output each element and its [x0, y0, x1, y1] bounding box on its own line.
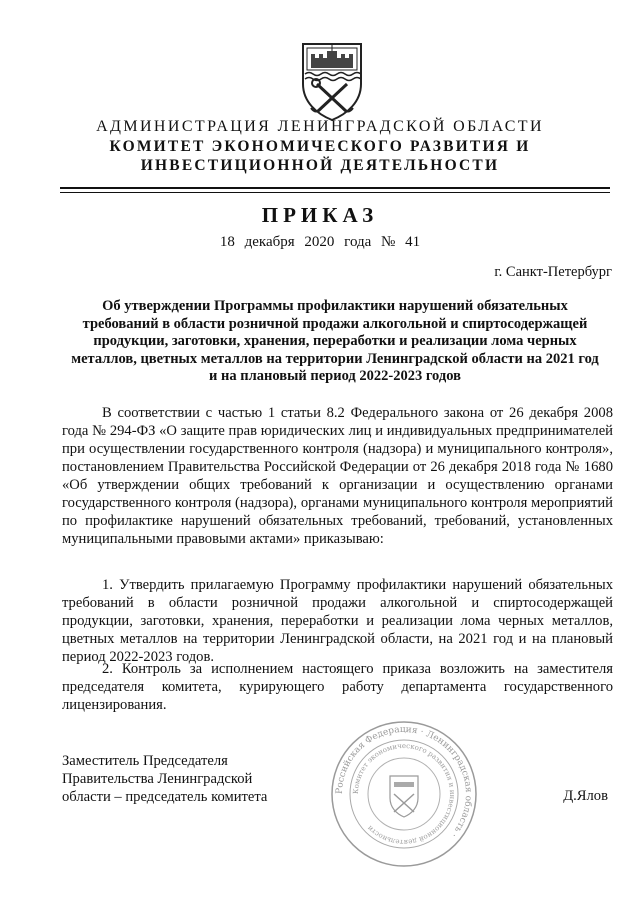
- header-divider-thin: [60, 192, 610, 193]
- signatory-position-line1: Заместитель Председателя: [62, 753, 228, 769]
- document-city: г. Санкт-Петербург: [494, 264, 612, 280]
- document-title: ПРИКАЗ: [261, 203, 379, 227]
- administration-name: АДМИНИСТРАЦИЯ ЛЕНИНГРАДСКОЙ ОБЛАСТИ: [96, 118, 544, 135]
- coat-of-arms-icon: [299, 40, 365, 122]
- document-subject: Об утверждении Программы профилактики нарушений обязательных требований в области розничной продажи алкогольной и спиртосодержащей продукции, заготовки, хранения, переработки и реализации лома черных металлов, цветных металлов на территории Ленинградской области на 2021 год и на плановый период 2022-2023 годов: [71, 298, 599, 385]
- header-divider-thick: [60, 187, 610, 189]
- official-seal-icon: [328, 718, 480, 870]
- preamble-paragraph: В соответствии с частью 1 статьи 8.2 Федерального закона от 26 декабря 2008 года № 294-ФЗ «О защите прав юридических лиц и индивидуальных предпринимателей при осуществлении государственного контроля (надзора) и муниципального контроля», постановлением Правительства Российской Федерации от 26 декабря 2018 года № 1680 «Об утверждении общих требований к организации и осуществлению органами государственного контроля (надзора), органами муниципального контроля мероприятий по профилактике нарушений обязательных требований, требований, установленных муниципальными правовыми актами» приказываю:: [62, 405, 613, 547]
- order-item-2: 2. Контроль за исполнением настоящего приказа возложить на заместителя председателя комитета, курирующего работу департамента государственного лицензирования.: [62, 661, 613, 713]
- committee-name-line2: ИНВЕСТИЦИОННОЙ ДЕЯТЕЛЬНОСТИ: [140, 157, 500, 174]
- signatory-name: Д.Ялов: [563, 788, 608, 804]
- committee-name-line1: КОМИТЕТ ЭКОНОМИЧЕСКОГО РАЗВИТИЯ И: [109, 138, 531, 155]
- svg-text:Комитет экономического развити: Комитет экономического развития и инвестиционной деятельности: [351, 741, 457, 847]
- signatory-position-line2: Правительства Ленинградской: [62, 771, 253, 787]
- svg-text:Российская Федерация · Ленингр: Российская Федерация · Ленинградская область ·: [334, 724, 474, 840]
- signatory-position-line3: области – председатель комитета: [62, 789, 268, 805]
- order-item-1: 1. Утвердить прилагаемую Программу профилактики нарушений обязательных требований в области розничной продажи алкогольной и спиртосодержащей продукции, заготовки, хранения, переработки и реализации лома черных металлов, цветных металлов на территории Ленинградской области, на 2021 год и на плановый период 2022-2023 годов.: [62, 577, 613, 665]
- signatory-position: [62, 752, 267, 806]
- document-date-number: 18 декабря 2020 года № 41: [219, 234, 421, 250]
